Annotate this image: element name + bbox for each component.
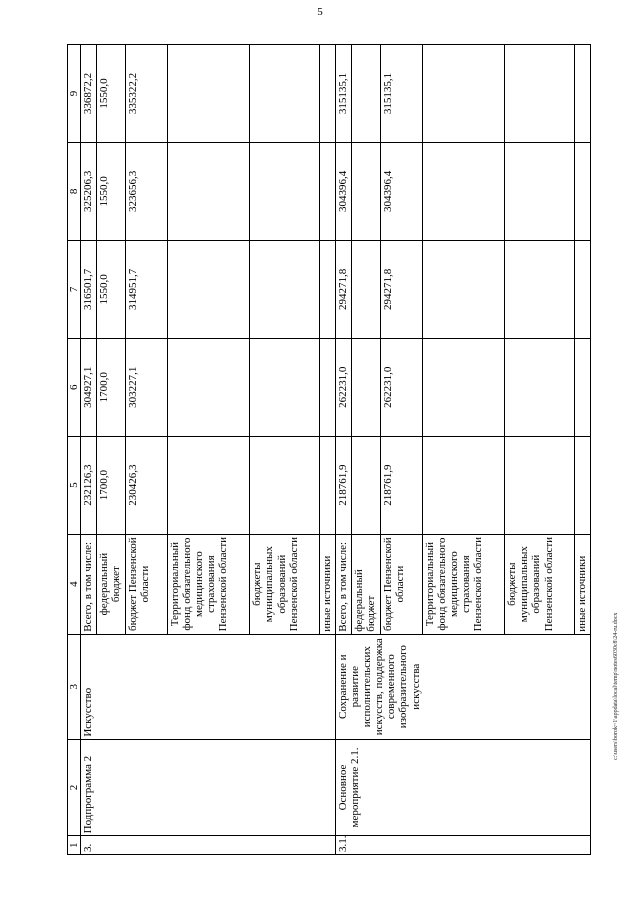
value-cell [505,45,575,143]
value-cell [422,240,504,338]
header-cell: 8 [68,142,81,240]
value-cell [574,436,590,534]
value-cell [167,240,249,338]
funding-source-cell: бюджеты муниципальных образований Пензенской области [250,534,320,634]
funding-source-cell: Всего, в том числе: [336,534,352,634]
value-cell: 304927,1 [81,338,97,436]
value-cell [250,45,320,143]
header-cell: 6 [68,338,81,436]
value-cell: 315135,1 [336,45,352,143]
value-cell: 218761,9 [380,436,422,534]
value-cell [320,142,336,240]
value-cell [320,338,336,436]
header-cell: 7 [68,240,81,338]
funding-source-cell: бюджет Пензенской области [380,534,422,634]
value-cell [167,338,249,436]
value-cell: 303227,1 [125,338,167,436]
file-path-footer: c:\users\borok~1\appdata\local\temp\notes6030c8\24-ru.docx [613,612,619,760]
value-cell [574,338,590,436]
value-cell: 1550,0 [97,45,126,143]
value-cell [574,45,590,143]
table-row [336,45,352,855]
funding-source-cell: иные источники [320,534,336,634]
value-cell: 262231,0 [380,338,422,436]
value-cell: 294271,8 [380,240,422,338]
value-cell: 325206,3 [81,142,97,240]
header-cell: 4 [68,534,81,634]
rotated-table-area [67,44,591,855]
row-number-cell: 3. [81,836,336,855]
value-cell [422,142,504,240]
value-cell: 294271,8 [336,240,352,338]
value-cell [320,436,336,534]
funding-source-cell: федеральный бюджет [351,534,380,634]
value-cell: 304396,4 [336,142,352,240]
value-cell [250,142,320,240]
value-cell [351,45,380,143]
value-cell: 323656,3 [125,142,167,240]
program-title-cell: Искусство [81,634,336,739]
value-cell [422,436,504,534]
funding-source-cell: Всего, в том числе: [81,534,97,634]
header-cell: 5 [68,436,81,534]
value-cell [351,142,380,240]
value-cell [505,338,575,436]
value-cell: 1550,0 [97,142,126,240]
value-cell [351,240,380,338]
program-title-cell: Сохранение и развитие исполнительских искусств, поддержка современного изобразительного искусства [336,634,591,739]
table-row [81,45,97,855]
header-row [68,45,81,855]
row-number-cell: 3.1. [336,836,591,855]
value-cell [574,240,590,338]
value-cell [505,240,575,338]
value-cell: 314951,7 [125,240,167,338]
funding-source-cell: Территориальный фонд обязательного медицинского страхования Пензенской области [422,534,504,634]
value-cell: 218761,9 [336,436,352,534]
value-cell [250,240,320,338]
value-cell [351,436,380,534]
value-cell [320,45,336,143]
value-cell: 316501,7 [81,240,97,338]
value-cell [320,240,336,338]
value-cell [167,45,249,143]
funding-source-cell: иные источники [574,534,590,634]
value-cell: 1700,0 [97,338,126,436]
page-number: 5 [317,6,323,18]
header-cell: 1 [68,836,81,855]
value-cell: 336872,2 [81,45,97,143]
value-cell: 262231,0 [336,338,352,436]
value-cell [250,338,320,436]
program-name-cell: Подпрограмма 2 [81,739,336,836]
value-cell: 1550,0 [97,240,126,338]
value-cell: 315135,1 [380,45,422,143]
header-cell: 9 [68,45,81,143]
value-cell [422,338,504,436]
program-name-cell: Основное мероприятие 2.1. [336,739,591,836]
funding-table [67,44,591,855]
value-cell [574,142,590,240]
value-cell [505,142,575,240]
value-cell: 232126,3 [81,436,97,534]
header-cell: 2 [68,739,81,836]
value-cell: 304396,4 [380,142,422,240]
funding-source-cell: бюджет Пензенской области [125,534,167,634]
funding-source-cell: Территориальный фонд обязательного медицинского страхования Пензенской области [167,534,249,634]
value-cell: 230426,3 [125,436,167,534]
value-cell: 335322,2 [125,45,167,143]
value-cell [351,338,380,436]
value-cell [167,142,249,240]
value-cell [167,436,249,534]
header-cell: 3 [68,634,81,739]
funding-source-cell: федеральный бюджет [97,534,126,634]
value-cell [505,436,575,534]
value-cell [422,45,504,143]
value-cell: 1700,0 [97,436,126,534]
funding-source-cell: бюджеты муниципальных образований Пензенской области [505,534,575,634]
value-cell [250,436,320,534]
